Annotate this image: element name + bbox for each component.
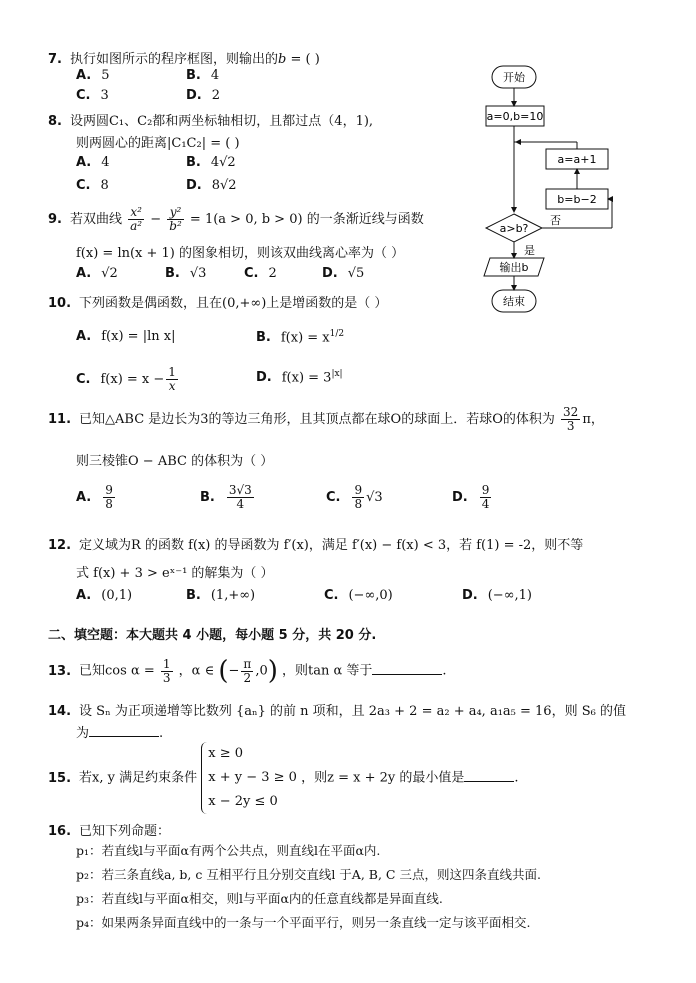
q12-option-b: B. (1,+∞): [186, 588, 256, 603]
question-12: 12. 定义域为R 的函数 f(x) 的导函数为 f′(x)，满足 f′(x) − f(x) < 3，若 f(1) = -2，则不等: [48, 538, 584, 553]
svg-text:结束: 结束: [503, 295, 525, 308]
svg-text:a=0,b=10: a=0,b=10: [486, 110, 544, 123]
q10-option-a: A. f(x) = |ln x|: [76, 329, 176, 344]
q8-option-d: D. 8√2: [186, 178, 237, 193]
proposition-p2: p₂：若三条直线a, b, c 互相平行且分别交直线l 于A, B, C 三点，则这四条直线共面.: [76, 867, 541, 882]
svg-text:b=b−2: b=b−2: [557, 193, 597, 206]
q12-option-a: A. (0,1): [76, 588, 133, 603]
svg-text:输出b: 输出b: [499, 261, 529, 274]
section-fill-in-title: 二、填空题：本大题共 4 小题，每小题 5 分，共 20 分.: [48, 628, 377, 643]
proposition-p1: p₁：若直线l与平面α有两个公共点，则直线l在平面α内.: [76, 843, 381, 858]
svg-text:a=a+1: a=a+1: [557, 153, 597, 166]
q9-option-c: C. 2: [244, 266, 277, 281]
x2-over-a2: $\frac{\text{x²}}{\text{a²}}$: [130, 205, 143, 233]
proposition-p4: p₄：如果两条异面直线中的一条与一个平面平行，则另一条直线一定与该平面相交.: [76, 915, 531, 930]
question-8: 8. 设两圆C₁、C₂都和两坐标轴相切，且都过点（4，1),: [48, 114, 374, 129]
program-flowchart: [480, 62, 620, 322]
q10-option-c: C. f(x) = x − $\frac{1}{x}$: [76, 365, 176, 393]
question-14: 14. 设 Sₙ 为正项递增等比数列 {aₙ} 的前 n 项和，且 2a₃ + 2 = a₂ + a₄, a₁a₅ = 16，则 S₆ 的值: [48, 704, 626, 719]
question-10: 10. 下列函数是偶函数，且在(0,+∞)上是增函数的是（ ）: [48, 296, 388, 311]
question-8-line2: 则两圆心的距离|C₁C₂| = ( ): [76, 136, 240, 151]
question-11: 11. 已知△ABC 是边长为3的等边三角形，且其顶点都在球O的球面上．若球O的体积为 $\frac{32}{3}$ π，: [48, 405, 604, 433]
q7-option-a: A. 5: [76, 68, 110, 83]
y2-over-b2: $\frac{\text{y²}}{\text{b²}}$: [169, 205, 182, 233]
answer-blank-13[interactable]: [372, 674, 442, 675]
question-14-line2: 为 .: [76, 726, 164, 741]
q11-option-d: D. $\frac{9}{4}$: [452, 483, 490, 511]
question-16: 16. 已知下列命题：: [48, 824, 171, 839]
answer-blank-14[interactable]: [89, 736, 159, 737]
question-15: 15. 若x, y 满足约束条件 x ≥ 0 x + y − 3 ≥ 0 x − 2y ≤ 0 ，则z = x + 2y 的最小值是 .: [48, 742, 518, 814]
q7-option-c: C. 3: [76, 88, 109, 103]
q8-option-c: C. 8: [76, 178, 109, 193]
svg-text:a>b?: a>b?: [499, 222, 529, 235]
question-9-line2: f(x) = ln(x + 1) 的图象相切，则该双曲线离心率为（ ）: [76, 246, 405, 261]
q7-option-b: B. 4: [186, 68, 220, 83]
q11-option-a: A. $\frac{9}{8}$: [76, 483, 113, 511]
answer-blank-15[interactable]: [464, 781, 514, 782]
svg-text:否: 否: [550, 214, 561, 227]
q12-option-d: D. (−∞,1): [462, 588, 533, 603]
q9-option-b: B. √3: [165, 266, 207, 281]
q10-option-b: B. $f(x) = x^{1/2}$: [256, 329, 345, 346]
svg-text:开始: 开始: [503, 71, 525, 84]
q8-option-a: A. 4: [76, 155, 110, 170]
svg-text:是: 是: [524, 244, 535, 257]
q9-option-d: D. √5: [322, 266, 365, 281]
constraint-system: x ≥ 0 x + y − 3 ≥ 0 x − 2y ≤ 0: [201, 742, 297, 814]
question-9: 9. 若双曲线 $\frac{\text{x²}}{\text{a²}}$ − $\frac{\text{y²}}{\text{b²}}$ = 1(a > 0, b > 0) 的一条渐近线与函数: [48, 205, 424, 233]
q7-option-d: D. 2: [186, 88, 221, 103]
q8-option-b: B. 4√2: [186, 155, 236, 170]
proposition-p3: p₃：若直线l与平面α相交，则l与平面α内的任意直线都是异面直线.: [76, 891, 443, 906]
question-7: 7. 执行如图所示的程序框图，则输出的b = ( ): [48, 52, 320, 67]
q11-option-c: C. $\frac{9}{8}$ √3: [326, 483, 383, 511]
q10-option-d: D. $f(x) = 3^{|x|}$: [256, 369, 343, 386]
q11-option-b: B. $\frac{3√3}{4}$: [200, 483, 252, 511]
question-13: 13. 已知cos α = $\frac{1}{3}$ ，α ∈ (− $\frac{\pi}{2}$ ,0) ，则tan α 等于 .: [48, 656, 447, 686]
question-12-line2: 式 f(x) + 3 > eˣ⁻¹ 的解集为（ ）: [76, 566, 274, 581]
question-11-line2: 则三棱锥O − ABC 的体积为（ ）: [76, 454, 274, 469]
q12-option-c: C. (−∞,0): [324, 588, 393, 603]
q9-option-a: A. √2: [76, 266, 118, 281]
